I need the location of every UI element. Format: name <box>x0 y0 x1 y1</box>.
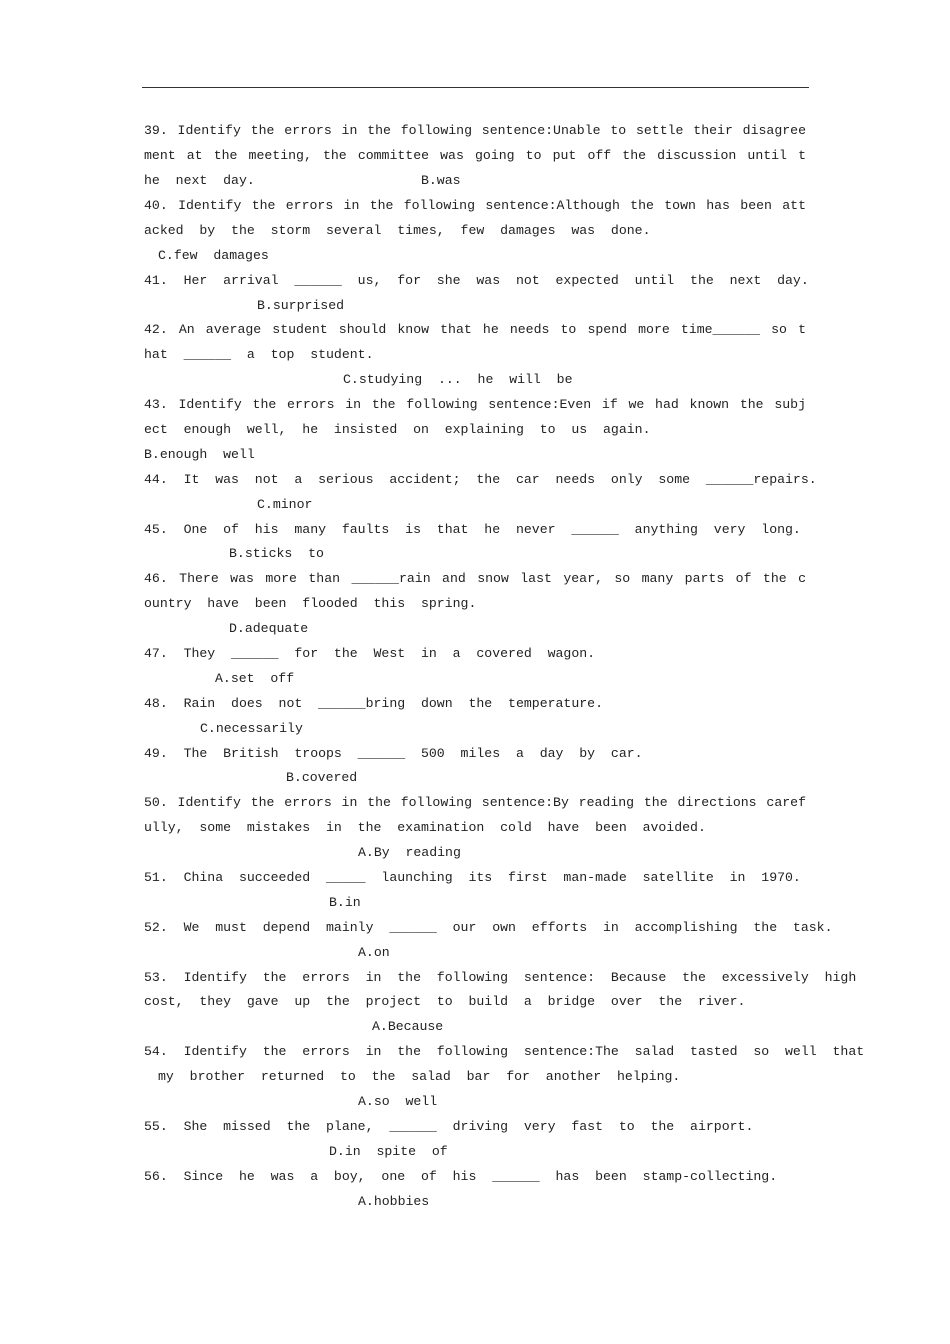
text-line: B.surprised <box>257 298 345 313</box>
header-rule <box>142 87 809 88</box>
text-line: 39. Identify the errors in the following sentence:Unable to settle their disagree <box>144 123 806 138</box>
text-line: 43. Identify the errors in the following sentence:Even if we had known the subj <box>144 397 806 412</box>
text-line: 49. The British troops ______ 500 miles a day by car. <box>144 746 643 761</box>
text-line: A.hobbies <box>358 1194 430 1209</box>
text-line: B.covered <box>286 770 358 785</box>
text-line: cost, they gave up the project to build a bridge over the river. <box>144 994 746 1009</box>
text-line: A.set off <box>215 671 295 686</box>
text-line: 53. Identify the errors in the following sentence: Because the excessively high <box>144 970 857 985</box>
text-line: C.studying ... he will be <box>343 372 573 387</box>
text-line: ully, some mistakes in the examination cold have been avoided. <box>144 820 706 835</box>
text-line: 56. Since he was a boy, one of his ______ has been stamp-collecting. <box>144 1169 778 1184</box>
text-line: he next day. B.was <box>144 173 461 188</box>
text-line: my brother returned to the salad bar for another helping. <box>158 1069 681 1084</box>
text-line: B.enough well <box>144 447 255 462</box>
text-line: hat ______ a top student. <box>144 347 374 362</box>
text-line: 55. She missed the plane, ______ driving very fast to the airport. <box>144 1119 754 1134</box>
text-line: 40. Identify the errors in the following sentence:Although the town has been att <box>144 198 806 213</box>
text-line: acked by the storm several times, few damages was done. <box>144 223 651 238</box>
text-line: 41. Her arrival ______ us, for she was not expected until the next day. <box>144 273 809 288</box>
text-line: 50. Identify the errors in the following sentence:By reading the directions caref <box>144 795 806 810</box>
text-line: C.minor <box>257 497 313 512</box>
text-line: ment at the meeting, the committee was going to put off the discussion until t <box>144 148 806 163</box>
text-line: A.so well <box>358 1094 438 1109</box>
text-line: 45. One of his many faults is that he never ______ anything very long. <box>144 522 801 537</box>
text-line: C.few damages <box>158 248 269 263</box>
text-line: 42. An average student should know that he needs to spend more time______ so t <box>144 322 806 337</box>
text-line: 46. There was more than ______rain and snow last year, so many parts of the c <box>144 571 806 586</box>
text-line: ect enough well, he insisted on explaining to us again. <box>144 422 651 437</box>
text-line: C.necessarily <box>200 721 303 736</box>
text-line: D.adequate <box>229 621 309 636</box>
text-line: D.in spite of <box>329 1144 448 1159</box>
text-line: A.Because <box>372 1019 444 1034</box>
text-line: A.on <box>358 945 390 960</box>
text-line: 52. We must depend mainly ______ our own efforts in accomplishing the task. <box>144 920 833 935</box>
text-line: B.sticks to <box>229 546 324 561</box>
text-line: 47. They ______ for the West in a covered wagon. <box>144 646 596 661</box>
text-line: ountry have been flooded this spring. <box>144 596 477 611</box>
text-line: 44. It was not a serious accident; the car needs only some ______repairs. <box>144 472 817 487</box>
text-line: 48. Rain does not ______bring down the temperature. <box>144 696 603 711</box>
text-line: A.By reading <box>358 845 461 860</box>
text-line: B.in <box>329 895 361 910</box>
text-line: 54. Identify the errors in the following sentence:The salad tasted so well that <box>144 1044 865 1059</box>
text-line: 51. China succeeded _____ launching its first man-made satellite in 1970. <box>144 870 801 885</box>
